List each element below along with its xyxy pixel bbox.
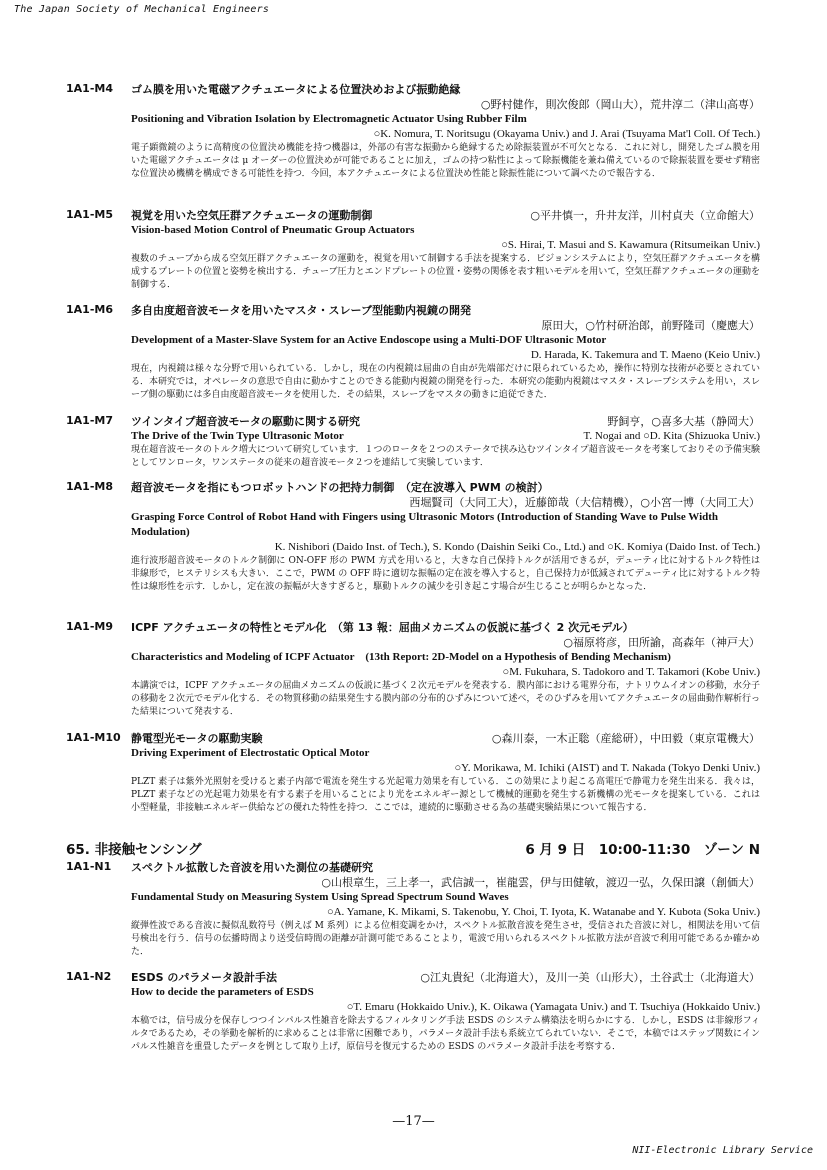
english-title: Development of a Master-Slave System for an Active Endoscope using a Multi-DOF Ultrasonic Motor (131, 334, 607, 346)
japanese-title: ゴム膜を用いた電磁アクチュエータによる位置決めおよび振動絶縁 (131, 83, 461, 96)
english-authors: ○T. Emaru (Hokkaido Univ.), K. Oikawa (Yamagata Univ.) and T. Tsuchiya (Hokkaido Univ.) (346, 1001, 760, 1013)
page-number: —17— (392, 1114, 435, 1129)
english-authors: ○S. Hirai, T. Masui and S. Kawamura (Ritsumeikan Univ.) (501, 239, 760, 251)
abstract: 本稿では，信号成分を保存しつつインパルス性雑音を除去するフィルタリング手法 ESDS のシステム構築法を明らかにする．しかし，ESDS は非線形フィルタであるため，その挙動を解析的に求めることは非常に困難であり，パラメータ設計手法も系統立てられていない．そこで，本稿ではステップ関数にインパルス性雑音を重畳したデータを例として取り上げ，原信号を復元するための ESDS のパラメータ設計手法を考察する． (131, 1016, 760, 1052)
japanese-authors: ○福原将彦，田所諭，高森年（神戸大） (563, 636, 760, 649)
session-time: 6 月 9 日 10:00-11:30 ゾーン N (525, 842, 760, 858)
entry-1a1-m9 (66, 620, 760, 719)
japanese-title: 視覚を用いた空気圧群アクチュエータの運動制御 (131, 209, 373, 222)
japanese-authors: 野飼亨，○喜多大基（静岡大） (607, 415, 760, 428)
japanese-authors: ○平井慎一，升井友洋，川村貞夫（立命館大） (530, 209, 760, 222)
entry-code: 1A1-M7 (66, 414, 113, 427)
english-title: Positioning and Vibration Isolation by Electromagnetic Actuator Using Rubber Film (131, 113, 527, 125)
english-authors: ○A. Yamane, K. Mikami, S. Takenobu, Y. Choi, T. Iyota, K. Watanabe and Y. Kubota (Soka Univ.) (326, 906, 760, 918)
entry-code: 1A1-M10 (66, 731, 121, 744)
abstract: 現在超音波モータのトルク増大について研究しています．１つのロータを２つのステータで挟み込むツインタイプ超音波モータを考案しておりその予備実験としてワンロータ，ワンステータの従来の超音波モータ２つを連結して実験しています． (131, 445, 760, 468)
entry-1a1-m10 (66, 731, 760, 815)
japanese-authors: ○山根章生，三上孝一，武信誠一，崔龍雲，伊与田健敏，渡辺一弘，久保田譲（創価大） (321, 876, 760, 889)
entry-1a1-n1 (66, 860, 760, 959)
japanese-authors: 原田大，○竹村研治郎，前野隆司（慶應大） (541, 319, 760, 332)
library-footer: NII-Electronic Library Service (632, 1145, 813, 1156)
english-authors: T. Nogai and ○D. Kita (Shizuoka Univ.) (583, 430, 760, 442)
english-authors: D. Harada, K. Takemura and T. Maeno (Keio Univ.) (530, 349, 760, 361)
japanese-title: スペクトル拡散した音波を用いた測位の基礎研究 (131, 861, 373, 874)
abstract: 進行波形超音波モータのトルク制御に ON-OFF 形の PWM 方式を用いると，大きな自己保持トルクが活用できるが，デューティ比に対するトルク特性は非線形で，ヒステリシスも大きい．ここで，PWM の OFF 時に適切な振幅の定在波を導入すると，自己保持力が低減されてデューティ比に対するトルク特性は線形性を示す．しかし，定在波の振幅が大きすぎると，駆動トルクの減少を引き起こす場合が生じることが明らかとなった． (131, 556, 760, 592)
english-title: Fundamental Study on Measuring System Using Spread Spectrum Sound Waves (131, 891, 509, 903)
entry-1a1-m4 (66, 82, 760, 181)
entry-1a1-m5 (66, 208, 760, 292)
entry-1a1-m7 (66, 414, 760, 470)
english-authors: ○M. Fukuhara, S. Tadokoro and T. Takamori (Kobe Univ.) (502, 666, 760, 678)
session-heading (66, 838, 760, 858)
japanese-authors: ○森川泰，一木正聡（産総研），中田毅（東京電機大） (491, 732, 760, 745)
english-title: How to decide the parameters of ESDS (131, 986, 314, 998)
entry-code: 1A1-M5 (66, 208, 113, 221)
japanese-authors: 西堀賢司（大同工大），近藤節哉（大信精機），○小宮一博（大同工大） (409, 496, 760, 509)
abstract: 電子顕微鏡のように高精度の位置決め機能を持つ機器は，外部の有害な振動から絶縁するため除振装置が不可欠となる．これに対し，開発したゴム膜を用いた電磁アクチュエータは μ オーダーの位置決めが可能であることに加え，ゴムの持つ粘性によって除振機能を兼ね備えているので除振装置を要せず精密な位置決め機構を構成できる可能性を持つ．今回，本アクチュエータによる位置決め性能と除振性能について調べたので報告する． (131, 143, 760, 179)
entry-code: 1A1-M9 (66, 620, 113, 633)
abstract: 本講演では，ICPF アクチュエータの屈曲メカニズムの仮説に基づく２次元モデルを発表する．膜内部における電界分布，ナトリウムイオンの移動，水分子の移動を２次元でモデル化する．その物質移動の結果発生する膜内部の分布的ひずみについて述べ，そのひずみを用いてアクチュエータの屈曲動作解析行った結果について発表する． (131, 681, 760, 717)
japanese-title: ツインタイプ超音波モータの駆動に関する研究 (131, 415, 361, 428)
abstract: 現在，内視鏡は様々な分野で用いられている．しかし，現在の内視鏡は屈曲の自由が先端部だけに限られているため，操作に特別な技術が必要とされている．本研究では，オペレータの意思で自由に動かすことのできる能動内視鏡の開発を行った．本研究の能動内視鏡はマスタ・スレーブシステムを用い，スレーブ側の駆動には多自由度超音波モータを使用した．その結果，スレーブをマスタの動きに追従できた． (131, 364, 760, 400)
abstract: 複数のチューブから成る空気圧群アクチュエータの運動を，視覚を用いて制御する手法を提案する．ビジョンシステムにより，空気圧群アクチュエータを構成するプレートの位置と姿勢を検出する．チューブ圧力とエンドプレートの位置・姿勢の関係を表す粗いモデルを用いて，空気圧群アクチュエータの運動を制御する． (131, 254, 760, 290)
japanese-authors: ○江丸貴紀（北海道大），及川一美（山形大），土谷武士（北海道大） (420, 971, 760, 984)
japanese-authors: ○野村健作，則次俊郎（岡山大），荒井淳二（津山高専） (480, 98, 760, 111)
english-title: Grasping Force Control of Robot Hand with Fingers using Ultrasonic Motors (Introduction of Standing Wave to Pulse Width Modulation) (131, 511, 719, 538)
entry-code: 1A1-M4 (66, 82, 113, 95)
entry-code: 1A1-M6 (66, 303, 113, 316)
session-title: 65. 非接触センシング (66, 842, 202, 858)
english-title: The Drive of the Twin Type Ultrasonic Motor (131, 430, 344, 442)
entry-1a1-m6 (66, 303, 760, 402)
english-title: Vision-based Motion Control of Pneumatic Group Actuators (131, 224, 415, 236)
entry-1a1-n2 (66, 970, 760, 1054)
english-title: Characteristics and Modeling of ICPF Actuator (13th Report: 2D-Model on a Hypothesis of Bending Mechanism) (131, 651, 671, 663)
japanese-title: 超音波モータを指にもつロボットハンドの把持力制御 （定在波導入 PWM の検討） (131, 481, 549, 494)
journal-header: The Japan Society of Mechanical Engineers (14, 4, 270, 15)
english-title: Driving Experiment of Electrostatic Optical Motor (131, 747, 370, 759)
japanese-title: ESDS のパラメータ設計手法 (131, 971, 277, 984)
abstract: 縦弾性波である音波に擬似乱数符号（例えば M 系列）による位相変調をかけ，スペクトル拡散音波を発生させ，受信された音波に対し，相関法を用いて信号検出を行う．信号の伝播時間より送受信時間の距離が計測可能であることより，電波で用いられるスペクトル拡散方法が音波で利用可能であるか確かめた． (131, 921, 760, 957)
entry-code: 1A1-M8 (66, 480, 113, 493)
japanese-title: 静電型光モータの駆動実験 (131, 732, 263, 745)
english-authors: ○K. Nomura, T. Noritsugu (Okayama Univ.) and J. Arai (Tsuyama Mat'l Coll. Of Tech.) (373, 128, 760, 140)
entry-code: 1A1-N1 (66, 860, 112, 873)
english-authors: ○Y. Morikawa, M. Ichiki (AIST) and T. Nakada (Tokyo Denki Univ.) (454, 762, 760, 774)
japanese-title: 多自由度超音波モータを用いたマスタ・スレーブ型能動内視鏡の開発 (131, 304, 472, 317)
japanese-title: ICPF アクチュエータの特性とモデル化 （第 13 報：屈曲メカニズムの仮説に基づく 2 次元モデル） (131, 621, 634, 634)
entry-code: 1A1-N2 (66, 970, 112, 983)
abstract: PLZT 素子は紫外光照射を受けると素子内部で電流を発生する光起電力効果を有している．この効果により起こる高電圧で静電力を発生出来る．我々は，PLZT 素子などの光起電力効果を有する素子を用いることにより光をエネルギー源として機械的運動を発生する新機構の光モータを提案している．これは小型軽量，非接触エネルギー供給などの優れた特性を持つ．ここでは，連続的に駆動させる為の基礎実験結果について報告する． (131, 777, 760, 813)
english-authors: K. Nishibori (Daido Inst. of Tech.), S. Kondo (Daishin Seiki Co., Ltd.) and ○K. Komiya (Daido Inst. of Tech.) (274, 541, 760, 553)
entry-1a1-m8 (66, 480, 760, 594)
